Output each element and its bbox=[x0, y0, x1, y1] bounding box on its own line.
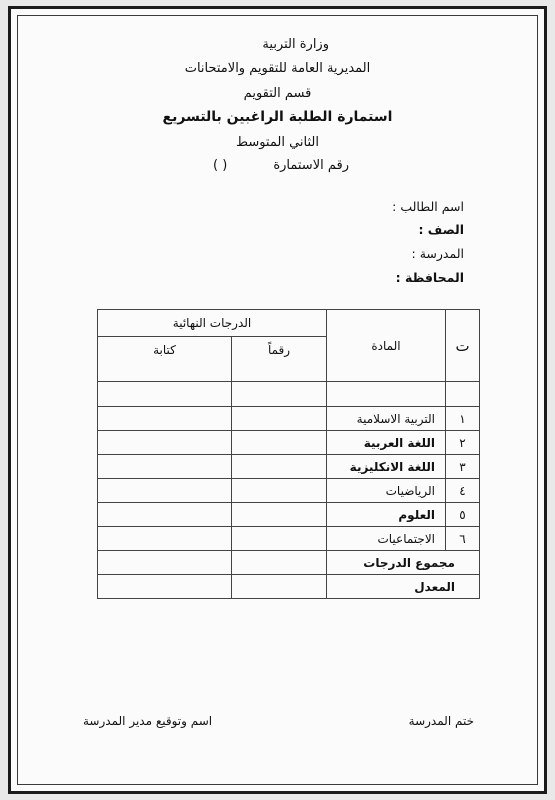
grade-digits-cell[interactable] bbox=[232, 527, 327, 551]
total-digits-cell[interactable] bbox=[232, 551, 327, 575]
total-words-cell[interactable] bbox=[98, 551, 232, 575]
form-page bbox=[8, 6, 547, 794]
student-name-field[interactable]: اسم الطالب : bbox=[392, 199, 464, 214]
table-row bbox=[98, 503, 480, 527]
school-seal-label: ختم المدرسة bbox=[408, 714, 474, 728]
table-row bbox=[98, 479, 480, 503]
grade-digits-cell[interactable] bbox=[232, 407, 327, 431]
total-label: مجموع الدرجات bbox=[327, 551, 480, 575]
grade-words-cell[interactable] bbox=[98, 455, 232, 479]
grade-words-cell[interactable] bbox=[98, 431, 232, 455]
ministry-name: وزارة التربية bbox=[262, 37, 329, 52]
grades-table bbox=[97, 309, 480, 599]
department-name: قسم التقويم bbox=[243, 86, 312, 101]
principal-signature-label: اسم وتوقيع مدير المدرسة bbox=[83, 714, 213, 728]
blank-words-cell[interactable] bbox=[98, 382, 232, 407]
col-subject-header: المادة bbox=[327, 310, 446, 382]
row-number: ٣ bbox=[446, 455, 480, 479]
average-digits-cell[interactable] bbox=[232, 575, 327, 599]
col-words-header: كتابة bbox=[98, 337, 232, 382]
row-number: ١ bbox=[446, 407, 480, 431]
blank-row bbox=[98, 382, 480, 407]
grade-level: الثاني المتوسط bbox=[235, 135, 319, 150]
table-row bbox=[98, 431, 480, 455]
form-number-label: رقم الاستمارة bbox=[273, 158, 349, 173]
total-row bbox=[98, 551, 480, 575]
grade-digits-cell[interactable] bbox=[232, 503, 327, 527]
row-subject: التربية الاسلامية bbox=[327, 407, 446, 431]
directorate-name: المديرية العامة للتقويم والامتحانات bbox=[184, 61, 371, 76]
row-number: ٥ bbox=[446, 503, 480, 527]
row-subject: الرياضيات bbox=[327, 479, 446, 503]
row-subject: الاجتماعيات bbox=[327, 527, 446, 551]
average-words-cell[interactable] bbox=[98, 575, 232, 599]
grade-words-cell[interactable] bbox=[98, 479, 232, 503]
grade-words-cell[interactable] bbox=[98, 407, 232, 431]
col-num-header: ت bbox=[446, 310, 480, 382]
school-field[interactable]: المدرسة : bbox=[411, 246, 464, 261]
table-row bbox=[98, 407, 480, 431]
average-row bbox=[98, 575, 480, 599]
form-title: استمارة الطلبة الراغبين بالتسريع bbox=[162, 109, 393, 125]
table-row bbox=[98, 455, 480, 479]
table-row bbox=[98, 527, 480, 551]
blank-digits-cell[interactable] bbox=[232, 382, 327, 407]
row-subject: العلوم bbox=[327, 503, 446, 527]
row-subject: اللغة العربية bbox=[327, 431, 446, 455]
grade-digits-cell[interactable] bbox=[232, 455, 327, 479]
average-label: المعدل bbox=[327, 575, 480, 599]
grade-digits-cell[interactable] bbox=[232, 479, 327, 503]
grade-digits-cell[interactable] bbox=[232, 431, 327, 455]
col-digits-header: رقماً bbox=[232, 337, 327, 382]
form-number-field[interactable]: ( ) bbox=[213, 158, 228, 173]
grade-words-cell[interactable] bbox=[98, 503, 232, 527]
grade-words-cell[interactable] bbox=[98, 527, 232, 551]
row-number: ٢ bbox=[446, 431, 480, 455]
col-final-grades-header: الدرجات النهائية bbox=[98, 310, 327, 337]
governorate-field[interactable]: المحافظة : bbox=[395, 270, 464, 285]
row-number: ٦ bbox=[446, 527, 480, 551]
class-field[interactable]: الصف : bbox=[418, 222, 464, 237]
row-subject: اللغة الانكليزية bbox=[327, 455, 446, 479]
row-number: ٤ bbox=[446, 479, 480, 503]
